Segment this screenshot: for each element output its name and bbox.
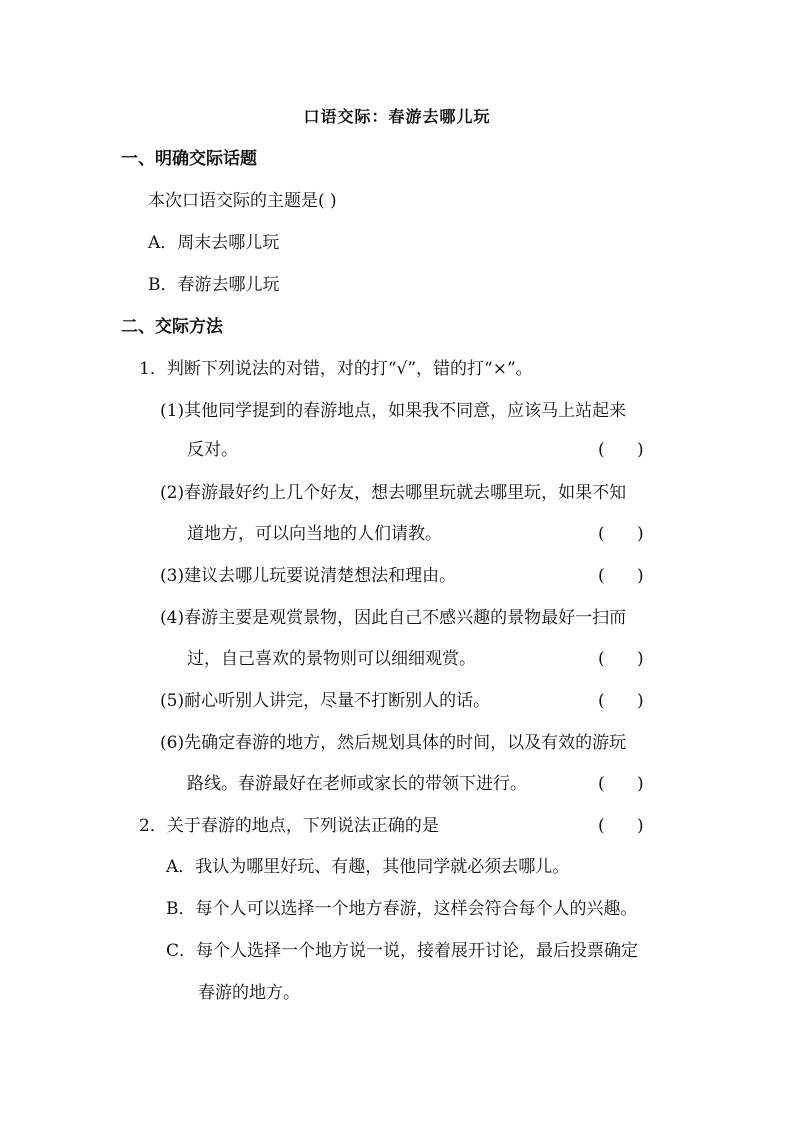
- page-title: 口语交际：春游去哪儿玩: [303, 107, 491, 126]
- q1-item-6-line2: 路线。春游最好在老师或家长的带领下进行。: [187, 774, 527, 794]
- q1-item-5-answer-blank[interactable]: ( ): [598, 691, 644, 711]
- q2-stem: 2．关于春游的地点，下列说法正确的是: [139, 816, 439, 836]
- q1-item-4-answer-blank[interactable]: ( ): [598, 649, 644, 669]
- q2-option-c-line1: C．每个人选择一个地方说一说，接着展开讨论，最后投票确定: [166, 941, 639, 961]
- q1-item-3-answer-blank[interactable]: ( ): [598, 566, 644, 586]
- q2-answer-blank[interactable]: ( ): [598, 816, 644, 836]
- q1-item-1-line2: 反对。: [187, 440, 238, 460]
- section1-question: 本次口语交际的主题是( ): [148, 191, 337, 211]
- q1-item-1-line1: (1)其他同学提到的春游地点，如果我不同意，应该马上站起来: [160, 401, 627, 421]
- q1-item-6-answer-blank[interactable]: ( ): [598, 774, 644, 794]
- q2-option-a: A．我认为哪里好玩、有趣，其他同学就必须去哪儿。: [166, 857, 570, 877]
- section-heading-2: 二、交际方法: [121, 317, 223, 337]
- q1-item-5-line1: (5)耐心听别人讲完，尽量不打断别人的话。: [160, 691, 491, 711]
- section1-option-b: B．春游去哪儿玩: [148, 275, 280, 295]
- q1-item-6-line1: (6)先确定春游的地方，然后规划具体的时间，以及有效的游玩: [160, 733, 627, 753]
- q1-item-2-line1: (2)春游最好约上几个好友，想去哪里玩就去哪里玩，如果不知: [160, 483, 627, 503]
- q1-item-1-answer-blank[interactable]: ( ): [598, 440, 644, 460]
- q1-item-2-answer-blank[interactable]: ( ): [598, 524, 644, 544]
- q2-option-c-line2: 春游的地方。: [198, 983, 300, 1003]
- q2-option-b: B．每个人可以选择一个地方春游，这样会符合每个人的兴趣。: [166, 899, 638, 919]
- q1-item-4-line2: 过，自己喜欢的景物则可以细细观赏。: [187, 649, 476, 669]
- q1-item-2-line2: 道地方，可以向当地的人们请教。: [187, 524, 442, 544]
- section-heading-1: 一、明确交际话题: [121, 149, 257, 169]
- q1-stem: 1．判断下列说法的对错，对的打“√”，错的打“×”。: [139, 359, 533, 379]
- section1-option-a: A．周末去哪儿玩: [148, 233, 280, 253]
- q1-item-4-line1: (4)春游主要是观赏景物，因此自己不感兴趣的景物最好一扫而: [160, 608, 627, 628]
- q1-item-3-line1: (3)建议去哪儿玩要说清楚想法和理由。: [160, 566, 457, 586]
